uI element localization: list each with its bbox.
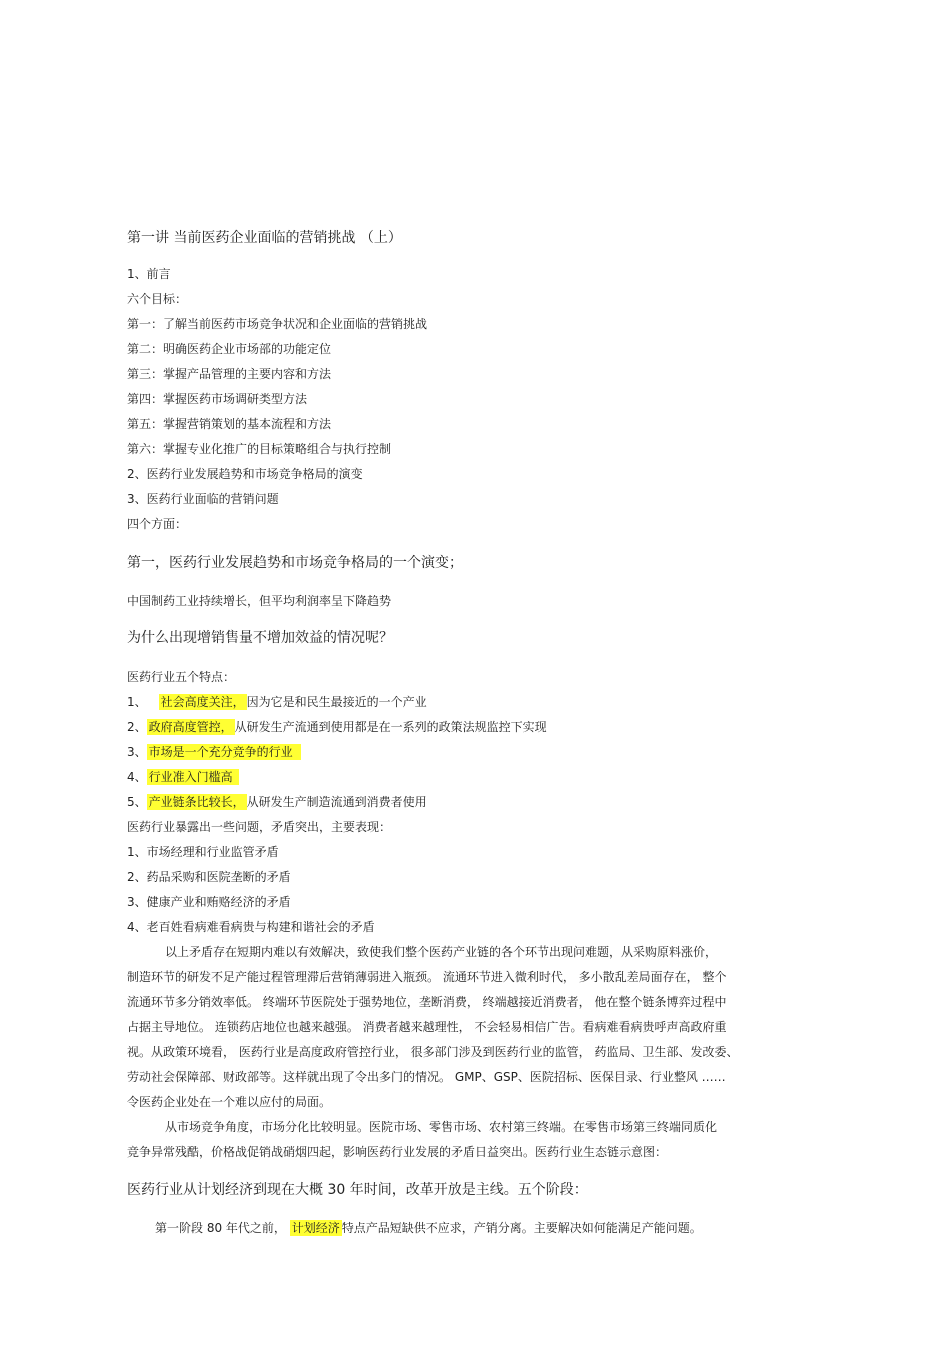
section-heading-problems: 3、医药行业面临的营销问题 bbox=[127, 492, 279, 506]
feature-number: 5、 bbox=[127, 795, 147, 809]
problem-item: 4、老百姓看病难看病贵与构建和谐社会的矛盾 bbox=[127, 920, 375, 934]
feature-item bbox=[127, 719, 547, 735]
problem-item: 2、药品采购和医院垄断的矛盾 bbox=[127, 870, 291, 884]
aspects-heading: 四个方面： bbox=[127, 517, 188, 531]
paragraph-line: 流通环节多分销效率低。 终端环节医院处于强势地位，垄断消费， 终端越接近消费者， 他在整个链条博弈过程中 bbox=[127, 995, 727, 1009]
feature-number: 4、 bbox=[127, 770, 147, 784]
paragraph-line: 劳动社会保障部、财政部等。这样就出现了令出多门的情况。 GMP、GSP、医院招标、医保目录、行业整风 …… bbox=[127, 1070, 726, 1084]
goal-item: 第一：了解当前医药市场竞争状况和企业面临的营销挑战 bbox=[127, 317, 428, 331]
growth-note: 中国制药工业持续增长，但平均利润率呈下降趋势 bbox=[127, 594, 392, 608]
paragraph-line: 占据主导地位。 连锁药店地位也越来越强。 消费者越来越理性， 不会轻易相信广告。看病难看病贵呼声高政府重 bbox=[127, 1020, 727, 1034]
problem-item: 1、市场经理和行业监管矛盾 bbox=[127, 845, 279, 859]
feature-highlight: 产业链条比较长， bbox=[148, 795, 245, 809]
stage-one-text: 特点产品短缺供不应求，产销分离。主要解决如何能满足产能问题。 bbox=[341, 1221, 702, 1235]
stage-one-label: 第一阶段 80 年代之前， bbox=[155, 1221, 290, 1235]
feature-item bbox=[127, 744, 301, 760]
goal-item: 第二：明确医药企业市场部的功能定位 bbox=[127, 342, 332, 356]
feature-item bbox=[127, 769, 239, 785]
feature-highlight: 市场是一个充分竞争的行业 bbox=[147, 744, 301, 760]
feature-text: 从研发生产流通到使用都是在一系列的政策法规监控下实现 bbox=[234, 720, 547, 734]
feature-highlight: 政府高度管控， bbox=[148, 720, 233, 734]
stages-heading: 医药行业从计划经济到现在大概 30 年时间，改革开放是主线。五个阶段： bbox=[127, 1182, 588, 1198]
paragraph-line: 视。从政策环境看， 医药行业是高度政府管控行业， 很多部门涉及到医药行业的监管， 药监局、卫生部、发改委、 bbox=[127, 1045, 739, 1059]
goal-item: 第六：掌握专业化推广的目标策略组合与执行控制 bbox=[127, 442, 392, 456]
feature-highlight: 行业准入门槛高 bbox=[147, 769, 239, 785]
feature-item bbox=[127, 694, 427, 710]
paragraph-line: 从市场竞争角度，市场分化比较明显。医院市场、零售市场、农村第三终端。在零售市场第三终端同质化 bbox=[165, 1120, 718, 1134]
feature-item bbox=[127, 794, 427, 810]
paragraph-line: 竞争异常残酷，价格战促销战硝烟四起，影响医药行业发展的矛盾日益突出。医药行业生态链示意图： bbox=[127, 1145, 668, 1159]
paragraph-line: 制造环节的研发不足产能过程管理滞后营销薄弱进入瓶颈。 流通环节进入微利时代， 多小散乱差局面存在， 整个 bbox=[127, 970, 727, 984]
goals-heading: 六个目标： bbox=[127, 292, 188, 306]
features-heading: 医药行业五个特点： bbox=[127, 670, 236, 684]
section-heading-trends: 2、医药行业发展趋势和市场竞争格局的演变 bbox=[127, 467, 363, 481]
feature-text: 从研发生产制造流通到消费者使用 bbox=[246, 795, 427, 809]
problem-item: 3、健康产业和贿赂经济的矛盾 bbox=[127, 895, 291, 909]
stage-one-line bbox=[155, 1220, 702, 1236]
problems-heading: 医药行业暴露出一些问题，矛盾突出，主要表现： bbox=[127, 820, 392, 834]
document-title: 第一讲 当前医药企业面临的营销挑战 （上） bbox=[127, 230, 402, 246]
feature-text: 因为它是和民生最接近的一个产业 bbox=[246, 695, 427, 709]
question-heading: 为什么出现增销售量不增加效益的情况呢？ bbox=[127, 630, 393, 646]
goal-item: 第五：掌握营销策划的基本流程和方法 bbox=[127, 417, 332, 431]
stage-one-highlight: 计划经济 bbox=[291, 1221, 340, 1235]
paragraph-line: 以上矛盾存在短期内难以有效解决，致使我们整个医药产业链的各个环节出现问难题，从采购原料涨价， bbox=[165, 945, 718, 959]
feature-number: 1、 bbox=[127, 695, 147, 709]
aspect-one-heading: 第一，医药行业发展趋势和市场竞争格局的一个演变； bbox=[127, 555, 463, 571]
goal-item: 第三：掌握产品管理的主要内容和方法 bbox=[127, 367, 332, 381]
paragraph-line: 令医药企业处在一个难以应付的局面。 bbox=[127, 1095, 332, 1109]
goal-item: 第四：掌握医药市场调研类型方法 bbox=[127, 392, 308, 406]
feature-number: 3、 bbox=[127, 745, 147, 759]
section-heading-preface: 1、前言 bbox=[127, 267, 171, 281]
feature-highlight: 社会高度关注， bbox=[160, 695, 245, 709]
feature-number: 2、 bbox=[127, 720, 147, 734]
